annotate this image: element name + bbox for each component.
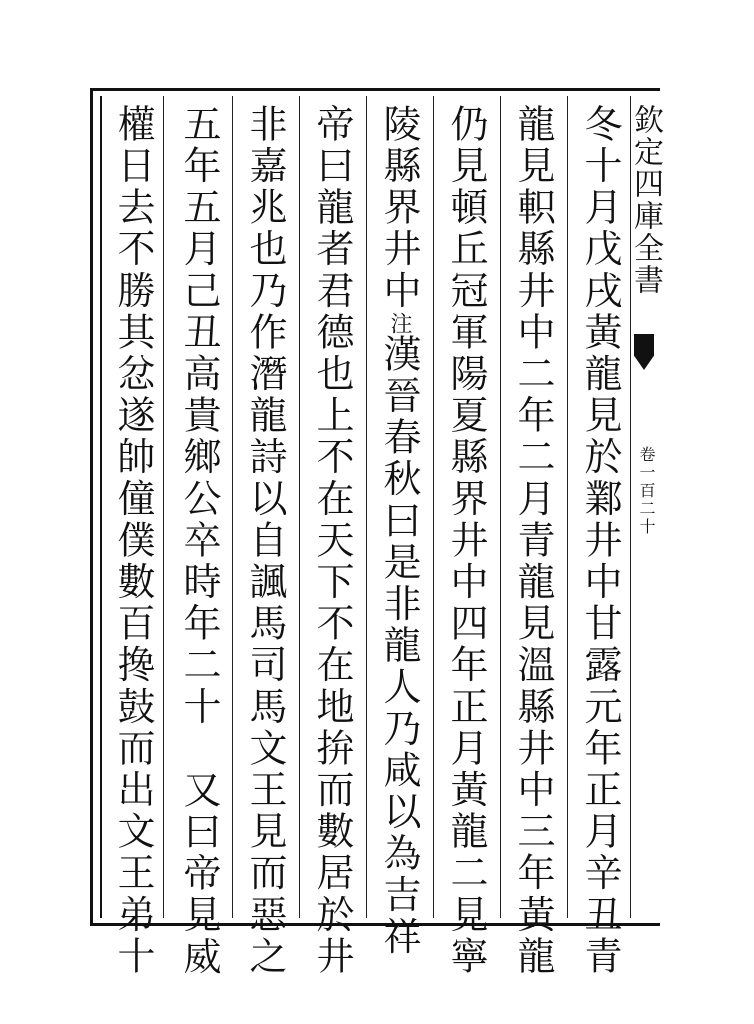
text-column-7 [172,104,226,978]
column-text-continued: 漢晉春秋曰是非龍人乃咸以為吉祥 [377,334,421,958]
text-column-8: 權日去不勝其忿遂帥僮僕數百搀鼓而出文王弟十 [111,104,155,978]
column-rule [299,96,300,918]
text-column-3: 仍見頓丘冠軍陽夏縣界井中四年正月黃龍二見寧 [444,104,488,978]
text-column-5: 帝曰龍者君德也上不在天下不在地拚而數居於井 [310,104,354,978]
column-text: 陵縣界井中 [377,104,421,312]
column-text-continued: 又曰帝見威 [177,770,221,978]
text-column-1: 冬十月戊戌黃龍見於鄴井中甘露元年正月辛丑青 [578,104,622,978]
annotation-marker: 注 [387,312,412,334]
column-rule [232,96,233,918]
inner-border-rule [100,96,102,918]
column-rule [366,96,367,918]
book-title: 欽定四庫全書 [628,104,663,296]
column-rule [433,96,434,918]
column-rule [163,96,164,918]
column-text: 五年五月己丑高貴鄉公卒時年二十 [177,104,221,728]
column-rule [500,96,501,918]
column-rule [567,96,568,918]
text-column-4 [372,104,426,958]
text-column-6: 非嘉兆也乃作潛龍詩以自諷馬司馬文王見而惡之 [243,104,287,978]
volume-label: 卷一百二十 [637,446,656,536]
text-column-2: 龍見軹縣井中二年二月青龍見溫縣井中三年黃龍 [511,104,555,978]
